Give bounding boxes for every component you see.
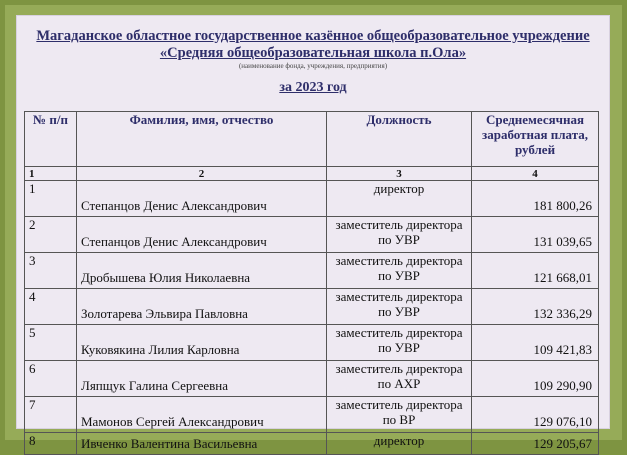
employee-position: директор	[327, 181, 472, 217]
column-number: 1	[25, 167, 77, 181]
table-row	[25, 289, 599, 325]
institution-title-line2: «Средняя общеобразовательная школа п.Ола»	[159, 45, 467, 61]
report-year: за 2023 год	[279, 80, 347, 95]
row-number: 6	[25, 361, 77, 397]
employee-name: Мамонов Сергей Александрович	[77, 397, 327, 433]
employee-salary: 109 290,90	[472, 361, 599, 397]
row-number: 5	[25, 325, 77, 361]
row-number: 7	[25, 397, 77, 433]
employee-name: Ивченко Валентина Васильевна	[77, 433, 327, 455]
table-row	[25, 181, 599, 217]
row-number: 4	[25, 289, 77, 325]
institution-title-line1: Магаданское областное государственное казённое общеобразовательное учреждение	[36, 28, 590, 44]
title-caption: (наименование фонда, учреждения, предприятия)	[238, 62, 388, 70]
row-number: 1	[25, 181, 77, 217]
employee-name: Степанцов Денис Александрович	[77, 217, 327, 253]
column-number: 4	[472, 167, 599, 181]
table-row	[25, 361, 599, 397]
employee-position: заместитель директора по АХР	[327, 361, 472, 397]
table-row	[25, 397, 599, 433]
employee-salary: 131 039,65	[472, 217, 599, 253]
employee-salary: 181 800,26	[472, 181, 599, 217]
column-number-row	[25, 167, 599, 181]
employee-position: заместитель директора по УВР	[327, 253, 472, 289]
employee-salary: 129 205,67	[472, 433, 599, 455]
employee-name: Куковякина Лилия Карловна	[77, 325, 327, 361]
employee-name: Золотарева Эльвира Павловна	[77, 289, 327, 325]
employee-name: Ляпщук Галина Сергеевна	[77, 361, 327, 397]
table-row	[25, 217, 599, 253]
salary-table	[24, 111, 599, 455]
employee-salary: 129 076,10	[472, 397, 599, 433]
employee-name: Дробышева Юлия Николаевна	[77, 253, 327, 289]
table-row	[25, 433, 599, 455]
column-number: 3	[327, 167, 472, 181]
employee-position: директор	[327, 433, 472, 455]
column-header-name: Фамилия, имя, отчество	[77, 112, 327, 167]
column-number: 2	[77, 167, 327, 181]
document-sheet	[16, 15, 610, 451]
employee-position: заместитель директора по УВР	[327, 289, 472, 325]
table-row	[25, 325, 599, 361]
table-header-row	[25, 112, 599, 167]
outer-frame	[5, 5, 622, 451]
employee-salary: 121 668,01	[472, 253, 599, 289]
employee-name: Степанцов Денис Александрович	[77, 181, 327, 217]
column-header-number: № п/п	[25, 112, 77, 167]
employee-salary: 109 421,83	[472, 325, 599, 361]
employee-position: заместитель директора по УВР	[327, 325, 472, 361]
employee-position: заместитель директора по ВР	[327, 397, 472, 433]
employee-position: заместитель директора по УВР	[327, 217, 472, 253]
table-row	[25, 253, 599, 289]
column-header-position: Должность	[327, 112, 472, 167]
row-number: 2	[25, 217, 77, 253]
column-header-salary: Среднемесячная заработная плата, рублей	[472, 112, 599, 167]
employee-salary: 132 336,29	[472, 289, 599, 325]
row-number: 8	[25, 433, 77, 455]
row-number: 3	[25, 253, 77, 289]
